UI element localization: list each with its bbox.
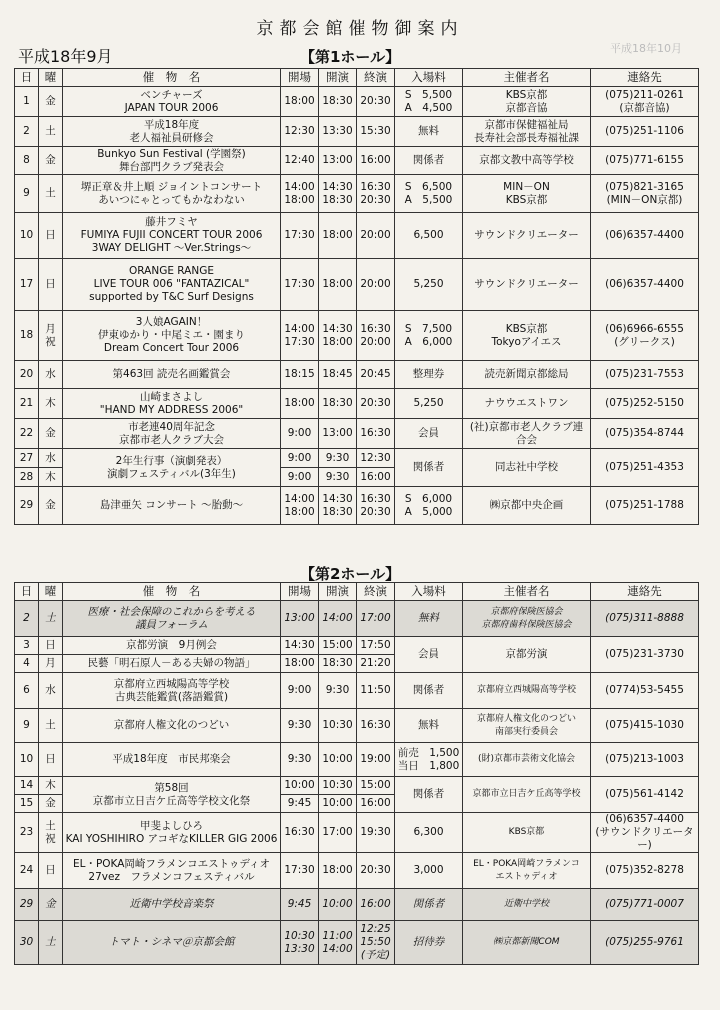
start-time-cell: 18:00 [319, 213, 357, 259]
end-time-cell: 20:30 [357, 389, 395, 419]
contact-cell: (075)352-8278 [591, 853, 699, 889]
day-cell: 17 [15, 259, 39, 311]
start-time-cell: 18:45 [319, 361, 357, 389]
contact-cell: (075)354-8744 [591, 419, 699, 449]
open-time-cell: 17:30 [281, 259, 319, 311]
fee-cell: S 6,500 A 5,500 [395, 175, 463, 213]
col-event: 催 物 名 [63, 69, 281, 87]
table-row [15, 361, 699, 389]
event-name-cell: 藤井フミヤ FUMIYA FUJII CONCERT TOUR 2006 3WAY DELIGHT ～Ver.Strings～ [63, 213, 281, 259]
table-row [15, 637, 699, 655]
contact-cell: (075)252-5150 [591, 389, 699, 419]
open-time-cell: 14:30 [281, 637, 319, 655]
contact-cell: (075)771-6155 [591, 147, 699, 175]
contact-cell: (0774)53-5455 [591, 673, 699, 709]
weekday-cell: 土 [39, 117, 63, 147]
weekday-cell: 土 [39, 709, 63, 743]
end-time-cell: 20:30 [357, 87, 395, 117]
event-name-cell: 平成18年度 市民邦楽会 [63, 743, 281, 777]
day-cell: 9 [15, 175, 39, 213]
weekday-cell: 日 [39, 853, 63, 889]
fee-cell: 関係者 [395, 449, 463, 487]
page-title: 京都会館催物御案内 [256, 19, 464, 39]
col-open: 開場 [281, 583, 319, 601]
organizer-cell: 京都市保健福祉局 長寿社会部長寿福祉課 [463, 117, 591, 147]
end-time-cell: 20:00 [357, 259, 395, 311]
day-cell: 6 [15, 673, 39, 709]
day-cell: 27 [15, 449, 39, 468]
start-time-cell: 10:00 [319, 889, 357, 921]
open-time-cell: 9:00 [281, 419, 319, 449]
table-row [15, 117, 699, 147]
table-row [15, 259, 699, 311]
event-name-cell: 第463回 読売名画鑑賞会 [63, 361, 281, 389]
fee-cell: 招待券 [395, 921, 463, 965]
weekday-cell: 土 [39, 175, 63, 213]
end-time-cell: 16:30 20:30 [357, 487, 395, 525]
day-cell: 29 [15, 889, 39, 921]
open-time-cell: 9:00 [281, 673, 319, 709]
organizer-cell: MIN－ON KBS京都 [463, 175, 591, 213]
open-time-cell: 9:30 [281, 709, 319, 743]
event-name-cell: 京都府人権文化のつどい [63, 709, 281, 743]
event-name-cell: 近衛中学校音楽祭 [63, 889, 281, 921]
contact-cell: (075)255-9761 [591, 921, 699, 965]
start-time-cell: 18:30 [319, 655, 357, 673]
organizer-cell: 京都文教中高等学校 [463, 147, 591, 175]
event-name-cell: 市老連40周年記念 京都市老人クラブ大会 [63, 419, 281, 449]
start-time-cell: 11:00 14:00 [319, 921, 357, 965]
day-cell: 1 [15, 87, 39, 117]
end-time-cell: 16:00 [357, 889, 395, 921]
table-row [15, 449, 699, 468]
weekday-cell: 金 [39, 147, 63, 175]
col-start: 開演 [319, 69, 357, 87]
end-time-cell: 16:00 [357, 468, 395, 487]
col-weekday: 曜 [39, 69, 63, 87]
start-time-cell: 14:30 18:30 [319, 487, 357, 525]
table-row [15, 709, 699, 743]
end-time-cell: 17:50 [357, 637, 395, 655]
col-fee: 入場料 [395, 69, 463, 87]
table-row [15, 311, 699, 361]
contact-cell: (075)231-3730 [591, 637, 699, 673]
day-cell: 20 [15, 361, 39, 389]
event-name-cell: 甲斐よしひろ KAI YOSHIHIRO アコギなKILLER GIG 2006 [63, 813, 281, 853]
table-row [15, 853, 699, 889]
open-time-cell: 17:30 [281, 213, 319, 259]
contact-cell: (075)213-1003 [591, 743, 699, 777]
fee-cell: 無料 [395, 709, 463, 743]
header-row [15, 583, 699, 601]
start-time-cell: 18:30 [319, 389, 357, 419]
col-end: 終演 [357, 69, 395, 87]
fee-cell: 関係者 [395, 673, 463, 709]
weekday-cell: 日 [39, 213, 63, 259]
day-cell: 24 [15, 853, 39, 889]
start-time-cell: 14:00 [319, 601, 357, 637]
fee-cell: 前売 1,500 当日 1,800 [395, 743, 463, 777]
weekday-cell: 金 [39, 487, 63, 525]
fee-cell: 関係者 [395, 147, 463, 175]
fee-cell: 3,000 [395, 853, 463, 889]
fee-cell: 5,250 [395, 389, 463, 419]
organizer-cell: サウンドクリエーター [463, 213, 591, 259]
event-name-cell: 平成18年度 老人福祉員研修会 [63, 117, 281, 147]
contact-cell: (075)415-1030 [591, 709, 699, 743]
open-time-cell: 14:00 18:00 [281, 487, 319, 525]
col-day: 日 [15, 583, 39, 601]
event-name-cell: 3人娘AGAIN！ 伊東ゆかり・中尾ミエ・園まり Dream Concert Tour 2006 [63, 311, 281, 361]
end-time-cell: 16:30 [357, 419, 395, 449]
organizer-cell: (社)京都市老人クラブ連合会 [463, 419, 591, 449]
weekday-cell: 木 [39, 389, 63, 419]
event-name-cell: 京都府立西城陽高等学校 古典芸能鑑賞(落語鑑賞) [63, 673, 281, 709]
open-time-cell: 18:00 [281, 87, 319, 117]
col-contact: 連絡先 [591, 583, 699, 601]
event-name-cell: 医療・社会保障のこれからを考える 議員フォーラム [63, 601, 281, 637]
end-time-cell: 17:00 [357, 601, 395, 637]
start-time-cell: 17:00 [319, 813, 357, 853]
open-time-cell: 14:00 18:00 [281, 175, 319, 213]
organizer-cell: 読売新聞京都総局 [463, 361, 591, 389]
day-cell: 29 [15, 487, 39, 525]
fee-cell: 会員 [395, 419, 463, 449]
table-row [15, 213, 699, 259]
start-time-cell: 18:30 [319, 87, 357, 117]
contact-cell: (06)6357-4400 [591, 259, 699, 311]
fee-cell: 6,500 [395, 213, 463, 259]
col-contact: 連絡先 [591, 69, 699, 87]
organizer-cell: 京都府立西城陽高等学校 [463, 673, 591, 709]
end-time-cell: 11:50 [357, 673, 395, 709]
table-row [15, 743, 699, 777]
weekday-cell: 日 [39, 743, 63, 777]
organizer-cell: ㈱京都新聞COM [463, 921, 591, 965]
fee-cell: 会員 [395, 637, 463, 673]
col-event: 催 物 名 [63, 583, 281, 601]
event-name-cell: Bunkyo Sun Festival (学園祭) 舞台部門クラブ発表会 [63, 147, 281, 175]
col-organizer: 主催者名 [463, 69, 591, 87]
open-time-cell: 17:30 [281, 853, 319, 889]
contact-cell: (075)771-0007 [591, 889, 699, 921]
hall1-title: 【第1ホール】 [300, 48, 401, 66]
day-cell: 10 [15, 743, 39, 777]
contact-cell: (075)231-7553 [591, 361, 699, 389]
fee-cell: 無料 [395, 117, 463, 147]
weekday-cell: 日 [39, 637, 63, 655]
event-name-cell: トマト・シネマ＠京都会館 [63, 921, 281, 965]
weekday-cell: 水 [39, 449, 63, 468]
organizer-cell: 京都府人権文化のつどい 南部実行委員会 [463, 709, 591, 743]
organizer-cell: EL・POKA岡崎フラメンコ エストゥディオ [463, 853, 591, 889]
contact-cell: (075)561-4142 [591, 777, 699, 813]
table-row [15, 87, 699, 117]
contact-cell: (075)311-8888 [591, 601, 699, 637]
end-time-cell: 16:30 [357, 709, 395, 743]
open-time-cell: 14:00 17:30 [281, 311, 319, 361]
open-time-cell: 9:00 [281, 468, 319, 487]
organizer-cell: 京都市立日吉ケ丘高等学校 [463, 777, 591, 813]
start-time-cell: 10:00 [319, 743, 357, 777]
event-name-cell: 山崎まさよし "HAND MY ADDRESS 2006" [63, 389, 281, 419]
organizer-cell: (財)京都市芸術文化協会 [463, 743, 591, 777]
date-label: 平成18年9月 [18, 47, 113, 66]
weekday-cell: 土 [39, 921, 63, 965]
fee-cell: 無料 [395, 601, 463, 637]
fee-cell: 関係者 [395, 889, 463, 921]
day-cell: 8 [15, 147, 39, 175]
weekday-cell: 月 [39, 655, 63, 673]
col-start: 開演 [319, 583, 357, 601]
day-cell: 9 [15, 709, 39, 743]
table-row [15, 921, 699, 965]
event-name-cell: 京都労演 9月例会 [63, 637, 281, 655]
open-time-cell: 16:30 [281, 813, 319, 853]
event-name-cell: 第58回 京都市立日吉ケ丘高等学校文化祭 [63, 777, 281, 813]
end-time-cell: 16:00 [357, 795, 395, 813]
open-time-cell: 9:30 [281, 743, 319, 777]
organizer-cell: 京都府保険医協会 京都府歯科保険医協会 [463, 601, 591, 637]
weekday-cell: 日 [39, 259, 63, 311]
table-row [15, 889, 699, 921]
open-time-cell: 18:00 [281, 655, 319, 673]
weekday-cell: 土 祝 [39, 813, 63, 853]
start-time-cell: 10:00 [319, 795, 357, 813]
end-time-cell: 19:00 [357, 743, 395, 777]
organizer-cell: 京都労演 [463, 637, 591, 673]
faint-next-month: 平成18年10月 [610, 42, 682, 55]
contact-cell: (075)251-1788 [591, 487, 699, 525]
end-time-cell: 16:30 20:00 [357, 311, 395, 361]
open-time-cell: 9:45 [281, 795, 319, 813]
col-fee: 入場料 [395, 583, 463, 601]
end-time-cell: 21:20 [357, 655, 395, 673]
event-name-cell: 2年生行事（演劇発表） 演劇フェスティバル(3年生) [63, 449, 281, 487]
weekday-cell: 月 祝 [39, 311, 63, 361]
end-time-cell: 16:30 20:30 [357, 175, 395, 213]
end-time-cell: 20:30 [357, 853, 395, 889]
weekday-cell: 水 [39, 361, 63, 389]
end-time-cell: 15:30 [357, 117, 395, 147]
contact-cell: (06)6966-6555 (グリークス) [591, 311, 699, 361]
table-row [15, 175, 699, 213]
contact-cell: (06)6357-4400 (サウンドクリエーター) [591, 813, 699, 853]
start-time-cell: 10:30 [319, 777, 357, 795]
open-time-cell: 10:30 13:30 [281, 921, 319, 965]
organizer-cell: KBS京都 Tokyoアイエス [463, 311, 591, 361]
weekday-cell: 土 [39, 601, 63, 637]
event-name-cell: ORANGE RANGE LIVE TOUR 006 "FANTAZICAL" supported by T&C Surf Designs [63, 259, 281, 311]
open-time-cell: 18:15 [281, 361, 319, 389]
organizer-cell: ナウウエストワン [463, 389, 591, 419]
start-time-cell: 9:30 [319, 449, 357, 468]
weekday-cell: 金 [39, 795, 63, 813]
fee-cell: S 5,500 A 4,500 [395, 87, 463, 117]
start-time-cell: 13:30 [319, 117, 357, 147]
end-time-cell: 12:25 15:50 (予定) [357, 921, 395, 965]
day-cell: 23 [15, 813, 39, 853]
col-open: 開場 [281, 69, 319, 87]
start-time-cell: 13:00 [319, 419, 357, 449]
fee-cell: 6,300 [395, 813, 463, 853]
col-day: 日 [15, 69, 39, 87]
end-time-cell: 19:30 [357, 813, 395, 853]
day-cell: 28 [15, 468, 39, 487]
weekday-cell: 木 [39, 468, 63, 487]
fee-cell: 関係者 [395, 777, 463, 813]
contact-cell: (06)6357-4400 [591, 213, 699, 259]
start-time-cell: 14:30 18:00 [319, 311, 357, 361]
start-time-cell: 10:30 [319, 709, 357, 743]
organizer-cell: ㈱京都中央企画 [463, 487, 591, 525]
day-cell: 10 [15, 213, 39, 259]
day-cell: 21 [15, 389, 39, 419]
contact-cell: (075)211-0261 (京都音協) [591, 87, 699, 117]
day-cell: 2 [15, 601, 39, 637]
weekday-cell: 木 [39, 777, 63, 795]
open-time-cell: 9:45 [281, 889, 319, 921]
organizer-cell: KBS京都 [463, 813, 591, 853]
hall1-table [14, 68, 699, 525]
open-time-cell: 9:00 [281, 449, 319, 468]
open-time-cell: 13:00 [281, 601, 319, 637]
table-row [15, 813, 699, 853]
organizer-cell: サウンドクリエーター [463, 259, 591, 311]
header-row [15, 69, 699, 87]
table-row [15, 147, 699, 175]
contact-cell: (075)251-1106 [591, 117, 699, 147]
start-time-cell: 18:00 [319, 259, 357, 311]
day-cell: 14 [15, 777, 39, 795]
hall2-title: 【第2ホール】 [300, 565, 401, 583]
organizer-cell: 同志社中学校 [463, 449, 591, 487]
col-organizer: 主催者名 [463, 583, 591, 601]
open-time-cell: 10:00 [281, 777, 319, 795]
end-time-cell: 15:00 [357, 777, 395, 795]
weekday-cell: 水 [39, 673, 63, 709]
contact-cell: (075)821-3165 (MIN－ON京都) [591, 175, 699, 213]
col-weekday: 曜 [39, 583, 63, 601]
day-cell: 4 [15, 655, 39, 673]
day-cell: 22 [15, 419, 39, 449]
contact-cell: (075)251-4353 [591, 449, 699, 487]
end-time-cell: 20:00 [357, 213, 395, 259]
event-name-cell: 堺正章＆井上順 ジョイントコンサート あいつにゃとってもかなわない [63, 175, 281, 213]
fee-cell: 5,250 [395, 259, 463, 311]
end-time-cell: 20:45 [357, 361, 395, 389]
table-row [15, 419, 699, 449]
end-time-cell: 16:00 [357, 147, 395, 175]
start-time-cell: 9:30 [319, 673, 357, 709]
start-time-cell: 14:30 18:30 [319, 175, 357, 213]
start-time-cell: 9:30 [319, 468, 357, 487]
hall2-table [14, 582, 699, 965]
day-cell: 15 [15, 795, 39, 813]
table-row [15, 487, 699, 525]
day-cell: 18 [15, 311, 39, 361]
end-time-cell: 12:30 [357, 449, 395, 468]
table-row [15, 601, 699, 637]
event-name-cell: EL・POKA岡崎フラメンコエストゥディオ 27vez フラメンコフェスティバル [63, 853, 281, 889]
weekday-cell: 金 [39, 419, 63, 449]
table-row [15, 777, 699, 795]
open-time-cell: 18:00 [281, 389, 319, 419]
weekday-cell: 金 [39, 87, 63, 117]
table-row [15, 389, 699, 419]
start-time-cell: 15:00 [319, 637, 357, 655]
fee-cell: S 6,000 A 5,000 [395, 487, 463, 525]
day-cell: 3 [15, 637, 39, 655]
start-time-cell: 18:00 [319, 853, 357, 889]
col-end: 終演 [357, 583, 395, 601]
open-time-cell: 12:30 [281, 117, 319, 147]
fee-cell: S 7,500 A 6,000 [395, 311, 463, 361]
day-cell: 30 [15, 921, 39, 965]
start-time-cell: 13:00 [319, 147, 357, 175]
event-name-cell: 民藝「明石原人－ある夫婦の物語」 [63, 655, 281, 673]
fee-cell: 整理券 [395, 361, 463, 389]
table-row [15, 673, 699, 709]
day-cell: 2 [15, 117, 39, 147]
weekday-cell: 金 [39, 889, 63, 921]
event-name-cell: ベンチャーズ JAPAN TOUR 2006 [63, 87, 281, 117]
organizer-cell: 近衛中学校 [463, 889, 591, 921]
event-name-cell: 島津亜矢 コンサート ～胎動～ [63, 487, 281, 525]
organizer-cell: KBS京都 京都音協 [463, 87, 591, 117]
open-time-cell: 12:40 [281, 147, 319, 175]
